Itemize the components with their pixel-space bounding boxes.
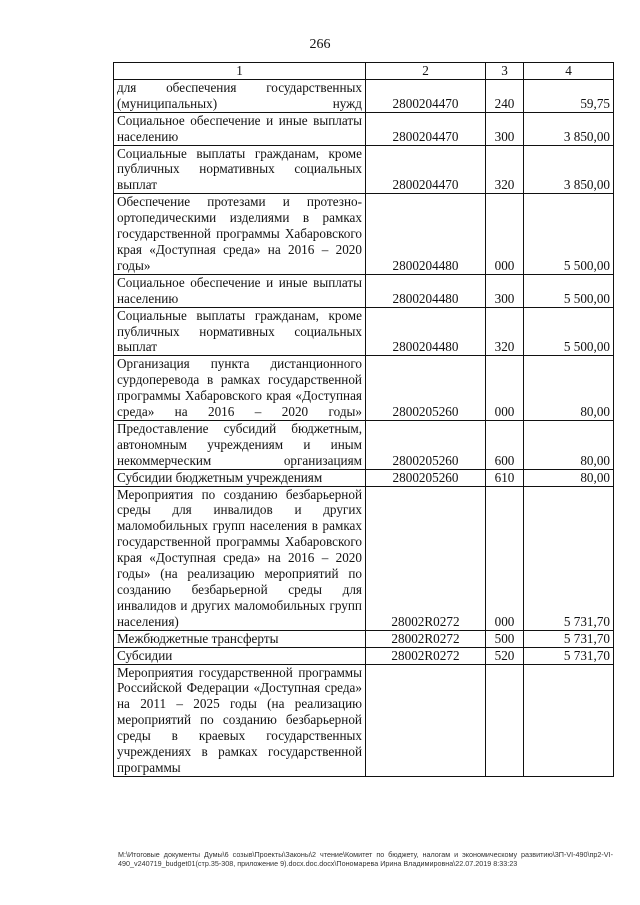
row-amount: 3 850,00 bbox=[524, 112, 614, 145]
row-code: 2800204480 bbox=[366, 274, 486, 307]
table-row bbox=[114, 79, 614, 112]
row-name: Обеспечение протезами и протезно-ортопедическими изделиями в рамках государственной программы Хабаровского края «Доступная среда» на 2016 – 2020 годы» bbox=[114, 194, 366, 275]
table-row bbox=[114, 647, 614, 664]
table-row bbox=[114, 274, 614, 307]
row-code: 28002R0272 bbox=[366, 630, 486, 647]
table-row bbox=[114, 630, 614, 647]
row-name: Предоставление субсидий бюджетным, автономным учреждениям и иным некоммерческим организациям bbox=[114, 420, 366, 469]
row-name: Социальное обеспечение и иные выплаты населению bbox=[114, 274, 366, 307]
row-name: Социальное обеспечение и иные выплаты населению bbox=[114, 112, 366, 145]
row-name: Межбюджетные трансферты bbox=[114, 630, 366, 647]
header-row bbox=[114, 63, 614, 80]
row-amount: 5 731,70 bbox=[524, 486, 614, 630]
row-code: 2800204480 bbox=[366, 194, 486, 275]
page-number: 266 bbox=[309, 37, 331, 52]
column-header-amount: 4 bbox=[524, 63, 614, 80]
row-type: 600 bbox=[486, 420, 524, 469]
row-type: 300 bbox=[486, 112, 524, 145]
table-row bbox=[114, 420, 614, 469]
row-name: Субсидии бюджетным учреждениям bbox=[114, 469, 366, 486]
table-row bbox=[114, 307, 614, 356]
row-amount: 80,00 bbox=[524, 356, 614, 421]
row-code: 2800205260 bbox=[366, 420, 486, 469]
row-amount: 80,00 bbox=[524, 420, 614, 469]
row-code: 2800204480 bbox=[366, 307, 486, 356]
column-header-code: 2 bbox=[366, 63, 486, 80]
row-code: 2800205260 bbox=[366, 356, 486, 421]
row-name: Субсидии bbox=[114, 647, 366, 664]
row-type: 500 bbox=[486, 630, 524, 647]
table-row bbox=[114, 145, 614, 194]
row-amount: 5 500,00 bbox=[524, 194, 614, 275]
row-code: 2800204470 bbox=[366, 145, 486, 194]
row-code: 28002R0272 bbox=[366, 486, 486, 630]
column-header-name: 1 bbox=[114, 63, 366, 80]
row-amount: 5 500,00 bbox=[524, 274, 614, 307]
row-type: 520 bbox=[486, 647, 524, 664]
table-row bbox=[114, 486, 614, 630]
table-row bbox=[114, 112, 614, 145]
row-amount: 59,75 bbox=[524, 79, 614, 112]
row-type: 000 bbox=[486, 356, 524, 421]
row-amount: 80,00 bbox=[524, 469, 614, 486]
row-name: Социальные выплаты гражданам, кроме публичных нормативных социальных выплат bbox=[114, 145, 366, 194]
row-amount: 5 731,70 bbox=[524, 647, 614, 664]
row-type: 320 bbox=[486, 145, 524, 194]
row-name: Мероприятия по созданию безбарьерной среды для инвалидов и других маломобильных групп населения в рамках государственной программы Хабаровского края «Доступная среда» на 2016 – 2020 годы» (на реализацию мероприятий по созданию безбарьерной среды для инвалидов и других маломобильных групп населения) bbox=[114, 486, 366, 630]
row-code bbox=[366, 664, 486, 776]
row-code: 2800204470 bbox=[366, 79, 486, 112]
row-type bbox=[486, 664, 524, 776]
row-type: 610 bbox=[486, 469, 524, 486]
row-amount: 5 731,70 bbox=[524, 630, 614, 647]
row-amount: 3 850,00 bbox=[524, 145, 614, 194]
row-name: Организация пункта дистанционного сурдоперевода в рамках государственной программы Хабаровского края «Доступная среда» на 2016 – 2020 годы» bbox=[114, 356, 366, 421]
footer-file-path: M:\Итоговые документы Думы\6 созыв\Проекты\Законы\2 чтение\Комитет по бюджету, налогам и экономическому развитию\3П-VI-490\пр2-VI-490_v240719_budget01(стр.35-308, приложение 9).docx.doc.docx\Пономарева Ирина Владимировна\22.07.2019 8:33:23 bbox=[118, 850, 613, 868]
table-row bbox=[114, 194, 614, 275]
row-type: 320 bbox=[486, 307, 524, 356]
row-code: 2800205260 bbox=[366, 469, 486, 486]
budget-table bbox=[113, 62, 614, 777]
row-code: 28002R0272 bbox=[366, 647, 486, 664]
row-type: 000 bbox=[486, 194, 524, 275]
row-name: Социальные выплаты гражданам, кроме публичных нормативных социальных выплат bbox=[114, 307, 366, 356]
table-row bbox=[114, 664, 614, 776]
row-code: 2800204470 bbox=[366, 112, 486, 145]
column-header-type: 3 bbox=[486, 63, 524, 80]
table-row bbox=[114, 469, 614, 486]
row-type: 240 bbox=[486, 79, 524, 112]
row-amount: 5 500,00 bbox=[524, 307, 614, 356]
row-type: 000 bbox=[486, 486, 524, 630]
row-type: 300 bbox=[486, 274, 524, 307]
table-row bbox=[114, 356, 614, 421]
row-amount bbox=[524, 664, 614, 776]
row-name: для обеспечения государственных (муниципальных) нужд bbox=[114, 79, 366, 112]
row-name: Мероприятия государственной программы Российской Федерации «Доступная среда» на 2011 – 2025 годы (на реализацию мероприятий по созданию безбарьерной среды в краевых государственных учреждениях в рамках государственной программы bbox=[114, 664, 366, 776]
